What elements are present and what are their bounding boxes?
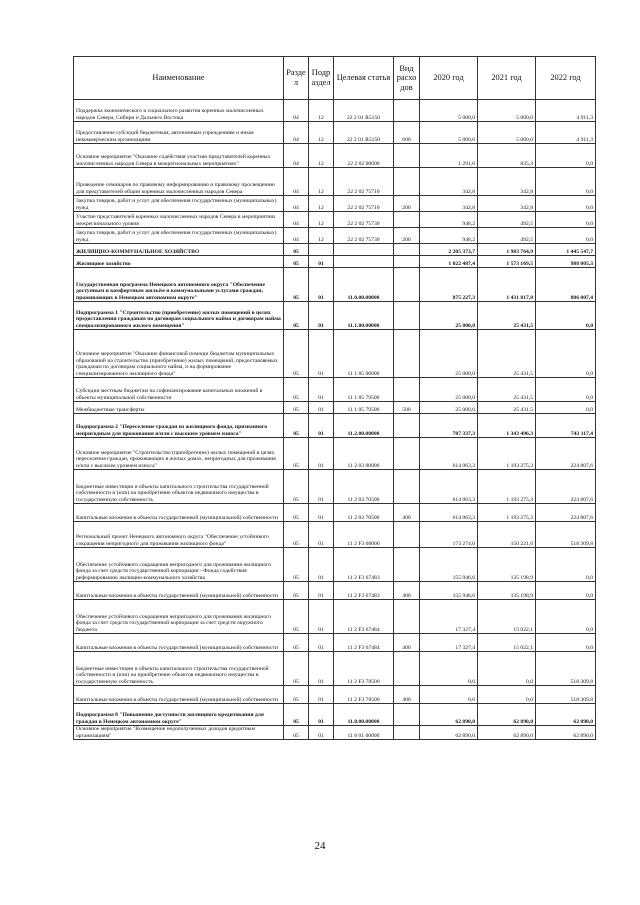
row-expense-type: 400 [394,686,420,704]
table-row [74,470,596,504]
row-value-2020: 614 063,3 [420,438,478,470]
row-value-2021: 15 022,1 [478,600,536,634]
row-expense-type [394,302,420,330]
row-podrazdel: 01 [309,548,334,582]
row-value-2021: 1 343 496,3 [478,414,536,438]
row-podrazdel: 12 [309,100,334,122]
row-value-2021: 0,0 [478,686,536,704]
row-target-article: 22 2 02 00000 [334,144,394,168]
row-target-article: 11 2 F3 00000 [334,522,394,548]
row-target-article: 11 2 03 00000 [334,438,394,470]
row-value-2022: 4 911,3 [536,122,596,144]
row-value-2020: 0,0 [420,686,478,704]
row-name: Субсидии местным бюджетам на софинансирование капитальных вложений в объекты муниципальной собственности [74,378,284,402]
row-expense-type: 400 [394,504,420,522]
row-name: Государственная программа Ненецкого автономного округа "Обеспечение доступным и комфортным жильём и коммунальными услугами граждан, проживающих в Ненецком автономном округе" [74,268,284,302]
row-expense-type [394,212,420,228]
table-header-row [74,57,596,100]
row-name: Капитальные вложения в объекты государственной (муниципальной) собственности [74,686,284,704]
row-target-article: 11 8 01 00000 [334,726,394,740]
row-target-article: 22 2 01 R5150 [334,122,394,144]
row-value-2021: 342,8 [478,196,536,212]
header-podrazdel: Подр аздел [309,57,334,100]
row-expense-type [394,438,420,470]
row-target-article: 22 2 02 75730 [334,228,394,244]
row-name: Участие представителей коренных малочисленных народов Севера в мероприятиях межрегионального уровня [74,212,284,228]
row-expense-type [394,256,420,268]
row-value-2020: 948,2 [420,212,478,228]
table-row [74,504,596,522]
row-value-2022: 0,0 [536,634,596,652]
row-name: Обеспечение устойчивого сокращения непригодного для проживания жилищного фонда за счет средств государственной корпорации - Фонда содействия реформированию жилищно-коммунального хозяйства [74,548,284,582]
table-row [74,438,596,470]
row-expense-type [394,548,420,582]
row-razdel: 04 [284,212,309,228]
row-value-2021: 25 431,5 [478,378,536,402]
row-value-2020: 342,8 [420,196,478,212]
row-value-2021: 1 573 169,5 [478,256,536,268]
row-value-2022: 0,0 [536,330,596,378]
page-number: 24 [314,840,326,852]
row-value-2022: 62 890,0 [536,704,596,726]
row-value-2021: 1 983 764,9 [478,244,536,256]
row-value-2020: 25 000,0 [420,402,478,414]
row-podrazdel: 01 [309,686,334,704]
row-razdel: 05 [284,470,309,504]
row-value-2022: 62 890,0 [536,726,596,740]
row-expense-type: 600 [394,122,420,144]
row-podrazdel: 01 [309,504,334,522]
row-name: Подпрограмма 2 "Переселение граждан из жилищного фонда, признанного непригодным для проживания и/или с высоким уровнем износа" [74,414,284,438]
row-expense-type [394,144,420,168]
table-row [74,600,596,634]
row-value-2021: 492,5 [478,212,536,228]
row-value-2020: 875 227,3 [420,268,478,302]
row-name: Проведение семинаров по правовому информированию и правовому просвещению для представителей общин коренных малочисленных народов Севера [74,168,284,196]
table-row [74,402,596,414]
row-value-2022: 0,0 [536,582,596,600]
row-name: Капитальные вложения в объекты государственной (муниципальной) собственности [74,582,284,600]
row-value-2020: 948,2 [420,228,478,244]
row-value-2021: 135 198,9 [478,548,536,582]
table-row [74,244,596,256]
row-value-2021: 492,5 [478,228,536,244]
row-razdel: 04 [284,100,309,122]
row-value-2022: 806 007,4 [536,268,596,302]
row-name: Капитальные вложения в объекты государственной (муниципальной) собственности [74,634,284,652]
row-value-2022: 0,0 [536,548,596,582]
row-podrazdel: 01 [309,522,334,548]
budget-table-page [73,56,595,740]
row-expense-type [394,244,420,256]
row-target-article: 11.0.00.00000 [334,268,394,302]
row-podrazdel: 01 [309,634,334,652]
row-value-2020: 25 000,0 [420,330,478,378]
row-podrazdel: 01 [309,600,334,634]
row-razdel: 05 [284,522,309,548]
row-value-2021: 0,0 [478,652,536,686]
row-value-2020: 614 063,3 [420,470,478,504]
row-value-2021: 1 431 817,8 [478,268,536,302]
row-podrazdel: 12 [309,196,334,212]
row-razdel: 05 [284,378,309,402]
row-value-2020: 62 890,0 [420,704,478,726]
row-value-2021: 835,3 [478,144,536,168]
row-value-2020: 0,0 [420,652,478,686]
row-name: ЖИЛИЩНО-КОММУНАЛЬНОЕ ХОЗЯЙСТВО [74,244,284,256]
row-value-2020: 1 022 487,4 [420,256,478,268]
row-target-article: 11 2 F3 67484 [334,634,394,652]
row-value-2021: 15 022,1 [478,634,536,652]
table-row [74,726,596,740]
row-expense-type [394,704,420,726]
row-razdel: 05 [284,414,309,438]
row-podrazdel: 12 [309,212,334,228]
row-podrazdel [309,244,334,256]
row-name: Бюджетные инвестиции в объекты капитального строительства государственной собственности и (или) на приобретение объектов недвижимого имущества в государственную собственность [74,652,284,686]
row-razdel: 04 [284,144,309,168]
row-value-2021: 5 000,0 [478,100,536,122]
row-expense-type [394,100,420,122]
row-razdel: 04 [284,122,309,144]
row-podrazdel: 12 [309,168,334,196]
row-value-2022: 518 309,8 [536,686,596,704]
table-row [74,582,596,600]
row-value-2020: 5 000,0 [420,122,478,144]
row-value-2022: 0,0 [536,302,596,330]
row-expense-type: 200 [394,196,420,212]
row-razdel: 05 [284,256,309,268]
row-value-2020: 173 274,0 [420,522,478,548]
row-target-article: 11 2 F3 70500 [334,686,394,704]
row-value-2020: 342,8 [420,168,478,196]
row-podrazdel: 12 [309,228,334,244]
row-razdel: 05 [284,686,309,704]
row-expense-type [394,652,420,686]
row-name: Поддержка экономического и социального развития коренных малочисленных народов Севера, Сибири и Дальнего Востока [74,100,284,122]
row-razdel: 05 [284,600,309,634]
row-podrazdel: 01 [309,402,334,414]
row-expense-type [394,378,420,402]
row-value-2022: 0,0 [536,212,596,228]
row-podrazdel: 01 [309,378,334,402]
row-razdel: 05 [284,582,309,600]
table-row [74,704,596,726]
table-row [74,522,596,548]
row-name: Обеспечение устойчивого сокращения непригодного для проживания жилищного фонда за счет средств государственной корпорации за счет средств окружного бюджета [74,600,284,634]
table-row [74,212,596,228]
row-value-2022: 224 807,6 [536,470,596,504]
row-target-article: 11 1 05 79500 [334,378,394,402]
table-row [74,652,596,686]
row-value-2022: 0,0 [536,196,596,212]
row-razdel: 05 [284,402,309,414]
row-razdel: 05 [284,268,309,302]
row-podrazdel: 01 [309,330,334,378]
row-name: Межбюджетные трансферты [74,402,284,414]
table-row [74,686,596,704]
row-value-2022: 518 309,8 [536,652,596,686]
row-podrazdel: 01 [309,256,334,268]
header-target-article: Целевая статья [334,57,394,100]
row-name: Закупка товаров, работ и услуг для обеспечения государственных (муниципальных) нужд [74,228,284,244]
row-value-2022: 0,0 [536,378,596,402]
row-podrazdel: 01 [309,652,334,686]
row-target-article [334,244,394,256]
row-value-2020: 614 063,3 [420,504,478,522]
row-value-2020: 787 337,3 [420,414,478,438]
row-name: Основное мероприятие "Строительство (приобретение) жилых помещений в целях переселения граждан, проживающих в жилых домах, непригодных для проживания и/или с высоким уровнем износа" [74,438,284,470]
row-target-article: 11 2 F3 70500 [334,652,394,686]
row-value-2022: 0,0 [536,168,596,196]
row-value-2022: 1 445 547,7 [536,244,596,256]
row-target-article: 11 2 F3 67483 [334,548,394,582]
row-podrazdel: 01 [309,302,334,330]
table-row [74,168,596,196]
row-razdel: 05 [284,330,309,378]
table-row [74,330,596,378]
row-razdel: 05 [284,652,309,686]
row-razdel: 05 [284,302,309,330]
budget-table [73,56,596,740]
row-expense-type [394,168,420,196]
row-target-article: 11.8.00.00000 [334,704,394,726]
row-target-article: 22 2 02 75710 [334,168,394,196]
row-value-2022: 4 911,3 [536,100,596,122]
row-expense-type [394,600,420,634]
row-target-article: 11.2.00.00000 [334,414,394,438]
row-razdel: 04 [284,196,309,212]
row-target-article: 22 2 01 R5150 [334,100,394,122]
row-value-2021: 1 193 275,3 [478,470,536,504]
row-name: Предоставление субсидий бюджетным, автономным учреждениям и иным некоммерческим организациям [74,122,284,144]
row-value-2022: 0,0 [536,402,596,414]
table-row [74,228,596,244]
table-row [74,414,596,438]
row-value-2020: 155 946,6 [420,582,478,600]
row-value-2020: 17 327,4 [420,634,478,652]
row-name: Региональный проект Ненецкого автономного округа "Обеспечение устойчивого сокращения непригодного для проживания жилищного фонда" [74,522,284,548]
row-podrazdel: 01 [309,414,334,438]
table-body [74,100,596,740]
row-value-2020: 1 291,0 [420,144,478,168]
table-row [74,144,596,168]
row-razdel: 05 [284,726,309,740]
table-row [74,268,596,302]
header-expense-type: Вид расхо дов [394,57,420,100]
row-value-2021: 1 193 275,3 [478,504,536,522]
row-podrazdel: 01 [309,704,334,726]
row-value-2022: 0,0 [536,144,596,168]
row-value-2022: 518 309,8 [536,522,596,548]
row-podrazdel: 12 [309,122,334,144]
row-expense-type [394,726,420,740]
row-expense-type [394,330,420,378]
row-razdel: 05 [284,244,309,256]
row-value-2022: 0,0 [536,228,596,244]
row-razdel: 05 [284,634,309,652]
row-expense-type: 500 [394,402,420,414]
row-target-article: 11 2 F3 67484 [334,600,394,634]
row-razdel: 05 [284,548,309,582]
row-value-2020: 155 946,6 [420,548,478,582]
row-value-2021: 1 193 275,3 [478,438,536,470]
row-expense-type [394,522,420,548]
row-podrazdel: 01 [309,438,334,470]
row-name: Бюджетные инвестиции в объекты капитального строительства государственной собственности и (или) на приобретение объектов недвижимого имущества в государственную собственность [74,470,284,504]
row-value-2020: 5 000,0 [420,100,478,122]
row-value-2021: 135 198,9 [478,582,536,600]
row-value-2022: 224 807,6 [536,504,596,522]
row-value-2020: 62 890,0 [420,726,478,740]
row-value-2020: 2 205 373,7 [420,244,478,256]
header-razdel: Разде л [284,57,309,100]
row-value-2021: 25 431,5 [478,402,536,414]
row-expense-type [394,470,420,504]
row-value-2020: 25 000,0 [420,378,478,402]
row-podrazdel: 01 [309,582,334,600]
table-row [74,196,596,212]
row-target-article: 11 1 05 00000 [334,330,394,378]
row-target-article: 22 2 02 75710 [334,196,394,212]
row-value-2021: 62 890,0 [478,704,536,726]
row-value-2021: 342,8 [478,168,536,196]
table-row [74,302,596,330]
row-name: Основное мероприятие "Оказание финансовой помощи бюджетам муниципальных образований на строительство (приобретение) жилых помещений, предоставляемых гражданам по договорам социального найма, и на формирование специализированного жилищного фонда" [74,330,284,378]
row-name: Подпрограмма 1 "Строительство (приобретение) жилых помещений в целях предоставления гражданам по договорам социального найма и договорам найма специализированного жилого помещения" [74,302,284,330]
row-value-2022: 743 117,4 [536,414,596,438]
row-razdel: 05 [284,704,309,726]
row-value-2022: 988 005,3 [536,256,596,268]
row-name: Закупка товаров, работ и услуг для обеспечения государственных (муниципальных) нужд [74,196,284,212]
row-value-2021: 5 000,0 [478,122,536,144]
row-value-2020: 17 327,4 [420,600,478,634]
row-value-2022: 224 807,6 [536,438,596,470]
row-podrazdel: 01 [309,268,334,302]
row-target-article [334,256,394,268]
row-name: Подпрограмма 8 "Повышение доступности жилищного кредитования для граждан в Ненецком автономном округе" [74,704,284,726]
row-target-article: 11.1.00.00000 [334,302,394,330]
row-razdel: 05 [284,504,309,522]
row-expense-type: 200 [394,228,420,244]
row-razdel: 04 [284,228,309,244]
row-target-article: 11 2 F3 67483 [334,582,394,600]
row-value-2021: 25 431,5 [478,302,536,330]
row-expense-type: 400 [394,582,420,600]
table-row [74,122,596,144]
row-podrazdel: 01 [309,470,334,504]
row-value-2021: 62 890,0 [478,726,536,740]
table-row [74,256,596,268]
row-expense-type [394,268,420,302]
row-razdel: 05 [284,438,309,470]
row-target-article: 11 2 03 70500 [334,470,394,504]
row-podrazdel: 01 [309,726,334,740]
row-razdel: 04 [284,168,309,196]
header-name: Наименование [74,57,284,100]
header-2021: 2021 год [478,57,536,100]
row-value-2022: 0,0 [536,600,596,634]
table-row [74,548,596,582]
row-target-article: 11 1 05 79500 [334,402,394,414]
row-name: Основное мероприятие "Оказание содействия участию представителей коренных малочисленных народов Севера в межрегиональных мероприятиях" [74,144,284,168]
row-expense-type [394,414,420,438]
row-name: Капитальные вложения в объекты государственной (муниципальной) собственности [74,504,284,522]
row-target-article: 22 2 02 75730 [334,212,394,228]
table-row [74,100,596,122]
row-name: Жилищное хозяйство [74,256,284,268]
table-row [74,378,596,402]
row-value-2021: 25 431,5 [478,330,536,378]
row-podrazdel: 12 [309,144,334,168]
header-2020: 2020 год [420,57,478,100]
row-expense-type: 400 [394,634,420,652]
row-target-article: 11 2 03 70500 [334,504,394,522]
row-value-2020: 25 000,0 [420,302,478,330]
row-name: Основное мероприятие "Возмещение недополученных доходов кредитным организациям" [74,726,284,740]
row-value-2021: 150 221,0 [478,522,536,548]
table-row [74,634,596,652]
header-2022: 2022 год [536,57,596,100]
